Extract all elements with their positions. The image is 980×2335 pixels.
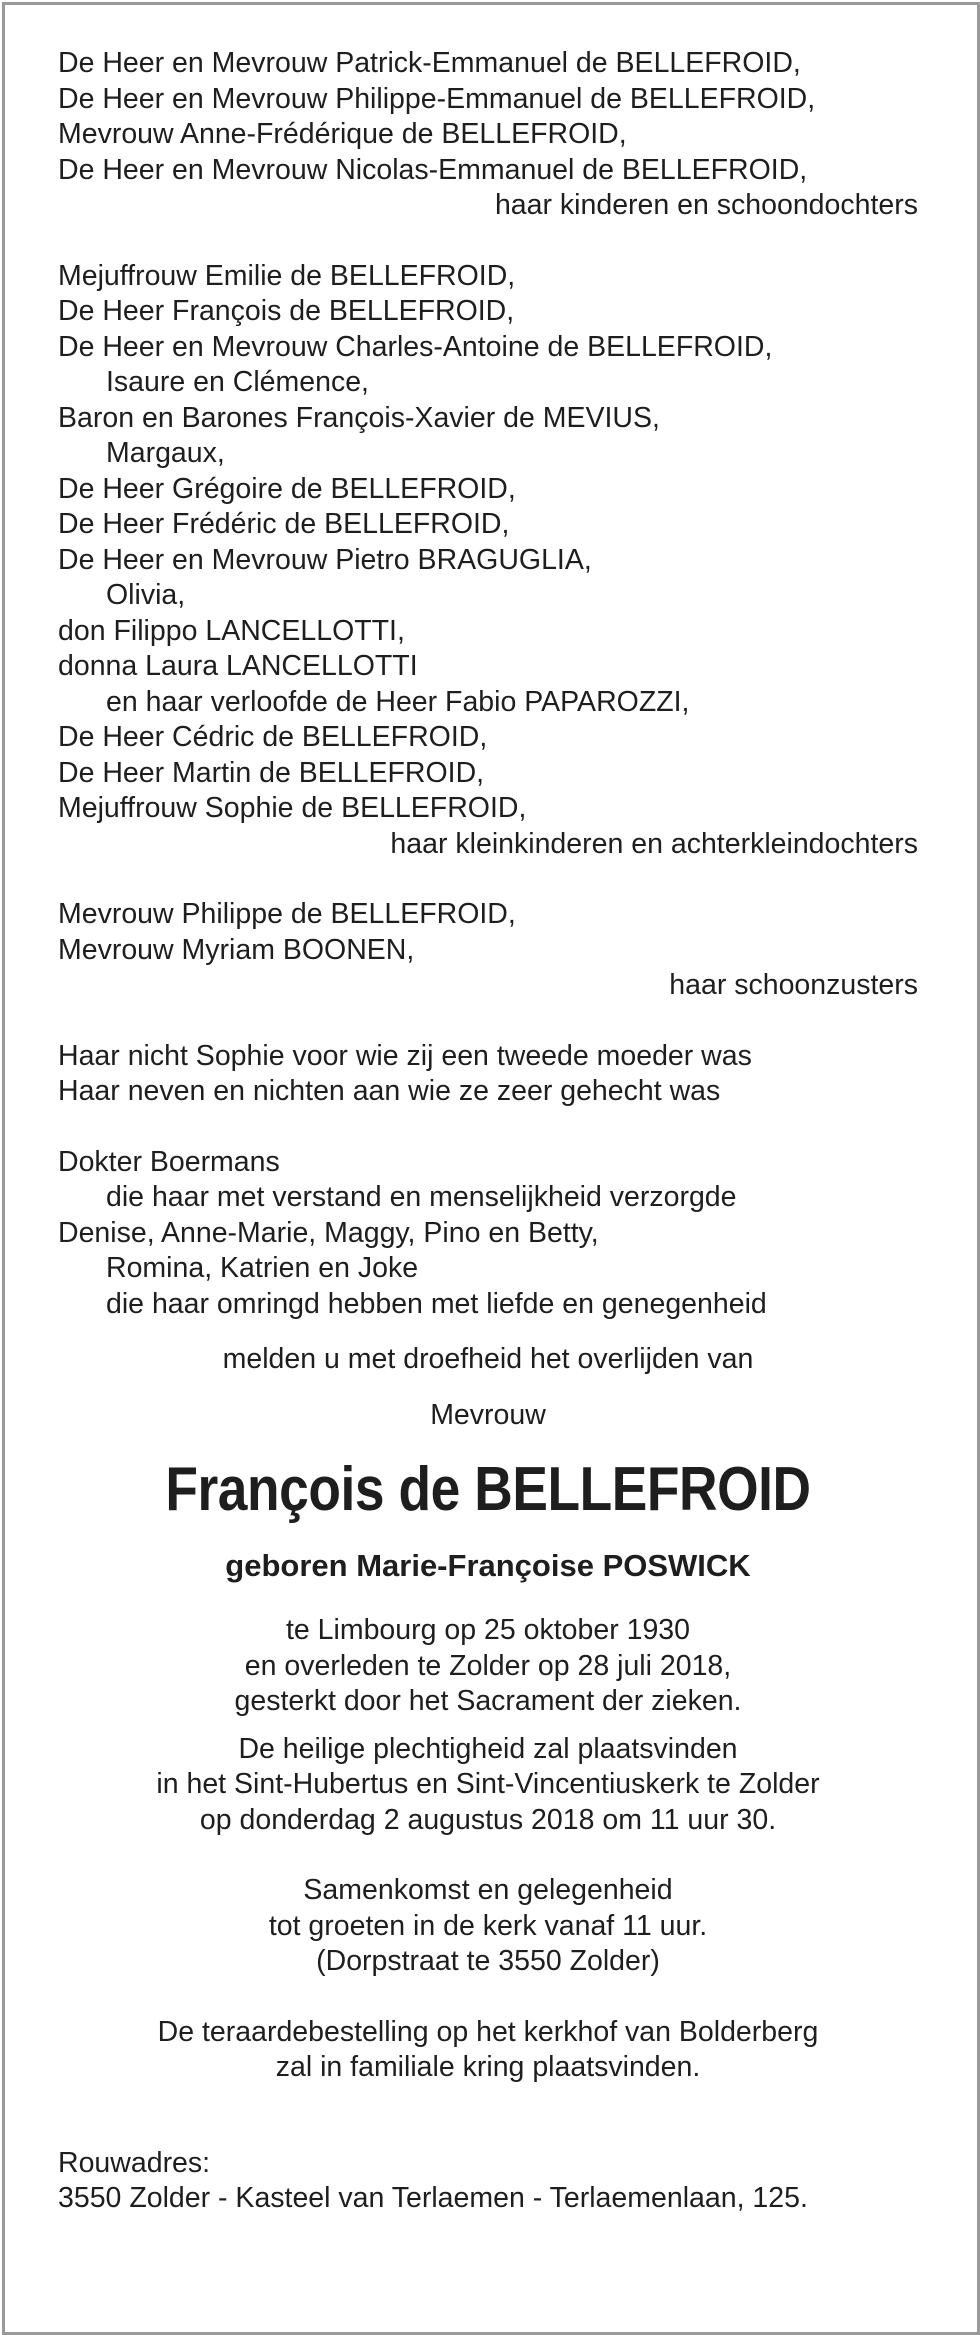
family-line: Olivia, <box>106 579 186 611</box>
family-line: Mejuffrouw Emilie de BELLEFROID, <box>58 259 516 292</box>
family-line: De Heer en Mevrouw Pietro BRAGUGLIA, <box>58 543 592 576</box>
deceased-name: François de BELLEFROID <box>165 1455 811 1524</box>
burial-line: zal in familiale kring plaatsvinden. <box>275 2051 701 2083</box>
family-line: De Heer en Mevrouw Nicolas-Emmanuel de BELLEFROID, <box>58 153 808 186</box>
gathering-line: tot groeten in de kerk vanaf 11 uur. <box>268 1909 708 1942</box>
family-line: Mejuffrouw Sophie de BELLEFROID, <box>58 792 527 824</box>
announcement-text: melden u met droefheid het overlijden van <box>222 1343 754 1375</box>
relatives-section <box>58 1039 918 1110</box>
gathering-details <box>58 1873 918 1980</box>
family-line: Mevrouw Anne-Frédérique de BELLEFROID, <box>58 118 627 150</box>
family-line: en haar verloofde de Heer Fabio PAPAROZZI, <box>106 685 690 718</box>
family-line: De Heer Cédric de BELLEFROID, <box>58 721 488 753</box>
family-line: Romina, Katrien en Joke <box>106 1252 419 1284</box>
family-line: donna Laura LANCELLOTTI <box>58 650 418 682</box>
gathering-line: Samenkomst en gelegenheid <box>303 1874 673 1906</box>
ceremony-line: in het Sint-Hubertus en Sint-Vincentiuskerk te Zolder <box>156 1768 820 1800</box>
family-line: De Heer en Mevrouw Charles-Antoine de BELLEFROID, <box>58 330 773 363</box>
honorific: Mevrouw <box>430 1398 546 1431</box>
life-line: en overleden te Zolder op 28 juli 2018, <box>244 1649 732 1682</box>
family-line: Mevrouw Philippe de BELLEFROID, <box>58 898 516 930</box>
grandchildren-section <box>58 259 918 863</box>
relation-label: haar schoonzusters <box>669 969 918 1001</box>
family-line: Dokter Boermans <box>58 1145 280 1178</box>
mourning-address <box>58 2146 918 2217</box>
burial-details <box>58 2015 918 2086</box>
family-line: De Heer Martin de BELLEFROID, <box>58 756 485 789</box>
family-line: Isaure en Clémence, <box>106 366 369 398</box>
sisters-in-law-section <box>58 897 918 1004</box>
life-line: gesterkt door het Sacrament der zieken. <box>234 1685 742 1717</box>
family-line: De Heer François de BELLEFROID, <box>58 295 515 327</box>
family-line: De Heer Frédéric de BELLEFROID, <box>58 508 510 540</box>
children-section <box>58 46 918 224</box>
family-line: Haar neven en nichten aan wie ze zeer gehecht was <box>58 1075 721 1107</box>
ceremony-line: De heilige plechtigheid zal plaatsvinden <box>238 1732 738 1765</box>
address-label: Rouwadres: <box>58 2146 211 2179</box>
gathering-line: (Dorpstraat te 3550 Zolder) <box>316 1945 660 1977</box>
birth-name: geboren Marie-Françoise POSWICK <box>225 1548 751 1583</box>
family-line: die haar met verstand en menselijkheid verzorgde <box>106 1181 737 1213</box>
life-line: te Limbourg op 25 oktober 1930 <box>285 1614 691 1646</box>
family-line: De Heer en Mevrouw Philippe-Emmanuel de BELLEFROID, <box>58 82 816 115</box>
family-line: Mevrouw Myriam BOONEN, <box>58 933 415 966</box>
address-value: 3550 Zolder - Kasteel van Terlaemen - Terlaemenlaan, 125. <box>58 2182 808 2214</box>
life-details <box>58 1613 918 1720</box>
family-line: De Heer Grégoire de BELLEFROID, <box>58 472 516 505</box>
relation-label: haar kinderen en schoondochters <box>494 189 918 221</box>
family-line: Haar nicht Sophie voor wie zij een tweede moeder was <box>58 1039 752 1072</box>
family-line: die haar omringd hebben met liefde en genegenheid <box>106 1287 767 1320</box>
burial-line: De teraardebestelling op het kerkhof van Bolderberg <box>157 2015 819 2048</box>
relation-label: haar kleinkinderen en achterkleindochters <box>390 827 918 860</box>
caregivers-section <box>58 1145 918 1323</box>
family-line: Margaux, <box>106 437 225 469</box>
family-line: Denise, Anne-Marie, Maggy, Pino en Betty, <box>58 1216 599 1249</box>
family-line: don Filippo LANCELLOTTI, <box>58 614 405 647</box>
ceremony-line: op donderdag 2 augustus 2018 om 11 uur 30. <box>199 1803 777 1836</box>
obituary-notice <box>58 46 918 2217</box>
family-line: De Heer en Mevrouw Patrick-Emmanuel de BELLEFROID, <box>58 47 801 79</box>
ceremony-details <box>58 1732 918 1839</box>
family-line: Baron en Barones François-Xavier de MEVIUS, <box>58 401 660 434</box>
